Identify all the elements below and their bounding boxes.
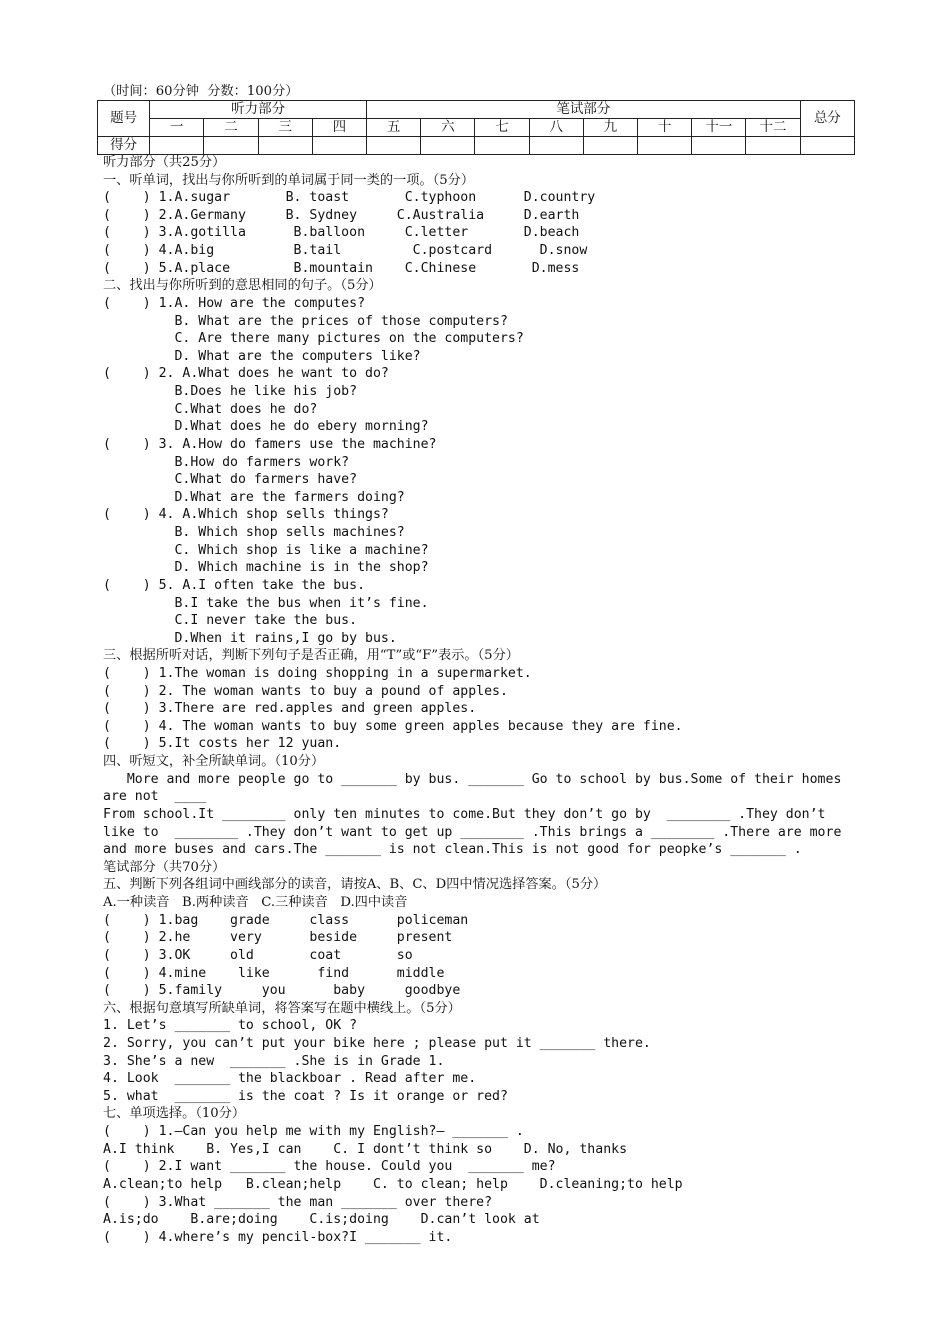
exam-line: 六、根据句意填写所缺单词，将答案写在题中横线上。（5分）	[103, 1000, 461, 1016]
exam-line: ( ) 1.A. How are the computes?	[103, 295, 366, 311]
exam-line: ( ) 4.mine like find middle	[103, 965, 445, 981]
score-table	[97, 100, 855, 155]
exam-line: A.is;do B.are;doing C.is;doing D.can’t look at	[103, 1212, 540, 1228]
exam-line: are not ____	[103, 789, 207, 805]
exam-line: 二、找出与你所听到的意思相同的句子。（5分）	[103, 278, 382, 294]
exam-line: ( ) 2.I want _______ the house. Could you _______ me?	[103, 1159, 556, 1175]
num-cell: 十一	[692, 119, 746, 137]
exam-line: D. What are the computers like?	[103, 348, 421, 364]
num-cell: 十	[638, 119, 692, 137]
num-cell: 五	[367, 119, 421, 137]
exam-line: ( ) 1.bag grade class policeman	[103, 912, 469, 928]
tihao-cell: 题号	[98, 101, 150, 137]
num-cell: 三	[258, 119, 312, 137]
exam-line: More and more people go to _______ by bus. _______ Go to school by bus.Some of their homes	[103, 771, 842, 787]
exam-line: 五、判断下列各组词中画线部分的读音，请按A、B、C、D四中情况选择答案。（5分）	[103, 877, 607, 893]
exam-line: ( ) 3. A.How do famers use the machine?	[103, 436, 437, 452]
exam-line: 一、听单词，找出与你所听到的单词属于同一类的一项。（5分）	[103, 172, 475, 188]
exam-line: A.I think B. Yes,I can C. I dont’t think so D. No, thanks	[103, 1141, 628, 1157]
total-cell: 总分	[800, 101, 854, 137]
score-blank[interactable]	[312, 137, 366, 155]
score-blank[interactable]	[638, 137, 692, 155]
exam-line: ( ) 2.A.Germany B. Sydney C.Australia D.earth	[103, 207, 580, 223]
exam-line: ( ) 5.A.place B.mountain C.Chinese D.mess	[103, 260, 580, 276]
exam-line: B.How do farmers work?	[103, 454, 350, 470]
num-cell: 七	[475, 119, 529, 137]
num-cell: 一	[150, 119, 204, 137]
exam-line: ( ) 3.What _______ the man _______ over there?	[103, 1194, 493, 1210]
defen-cell: 得分	[98, 137, 150, 155]
exam-line: B. What are the prices of those computers?	[103, 313, 508, 329]
time-score-line: （时间：60分钟 分数：100分）	[103, 84, 299, 99]
score-blank[interactable]	[258, 137, 312, 155]
exam-line: ( ) 3.OK old coat so	[103, 947, 413, 963]
exam-line: 2. Sorry, you can’t put your bike here ; please put it _______ there.	[103, 1036, 651, 1051]
exam-line: From school.It ________ only ten minutes to come.But they don’t go by ________ .They don’t	[103, 806, 826, 822]
exam-line: ( ) 3.There are red.apples and green apples.	[103, 701, 477, 717]
exam-line: ( ) 1.A.sugar B. toast C.typhoon D.country	[103, 190, 596, 206]
num-cell: 六	[421, 119, 475, 137]
exam-line: ( ) 1.—Can you help me with my English?— _______ .	[103, 1124, 524, 1140]
score-blank[interactable]	[746, 137, 800, 155]
exam-line: C.What do farmers have?	[103, 472, 358, 488]
exam-line: ( ) 4.where’s my pencil-box?I _______ it.	[103, 1229, 453, 1245]
exam-line: like to ________ .They don’t want to get up ________ .This brings a ________ .There are more	[103, 824, 842, 840]
exam-line: B.I take the bus when it’s fine.	[103, 595, 429, 611]
exam-line: C.I never take the bus.	[103, 613, 358, 629]
score-blank[interactable]	[475, 137, 529, 155]
exam-line: and more buses and cars.The _______ is not clean.This is not good for peopke’s _______ .	[103, 842, 802, 858]
exam-line: ( ) 3.A.gotilla B.balloon C.letter D.beach	[103, 225, 580, 241]
score-blank[interactable]	[583, 137, 637, 155]
exam-line: D.What does he do ebery morning?	[103, 419, 429, 435]
exam-line: 3. She’s a new _______ .She is in Grade 1.	[103, 1053, 445, 1069]
exam-line: A.clean;to help B.clean;help C. to clean; help D.cleaning;to help	[103, 1176, 683, 1192]
exam-line: 1. Let’s _______ to school, OK ?	[103, 1018, 358, 1034]
num-cell: 四	[312, 119, 366, 137]
exam-line: ( ) 5.family you baby goodbye	[103, 983, 461, 999]
exam-line: 笔试部分（共70分）	[103, 859, 226, 875]
num-cell: 九	[583, 119, 637, 137]
exam-line: ( ) 2. The woman wants to buy a pound of apples.	[103, 683, 508, 699]
num-cell: 二	[204, 119, 258, 137]
exam-line: 三、根据所听对话，判断下列句子是否正确，用“T”或“F”表示。（5分）	[103, 648, 519, 664]
exam-line: 七、单项选择。（10分）	[103, 1106, 246, 1122]
exam-line: ( ) 1.The woman is doing shopping in a supermarket.	[103, 665, 532, 681]
exam-line: 四、听短文，补全所缺单词。（10分）	[103, 754, 325, 770]
score-blank[interactable]	[204, 137, 258, 155]
score-blank[interactable]	[800, 137, 854, 155]
score-blank[interactable]	[421, 137, 475, 155]
listening-header: 听力部分	[150, 101, 367, 119]
exam-line: B.Does he like his job?	[103, 384, 358, 400]
exam-line: A.一种读音 B.两种读音 C.三种读音 D.四中读音	[103, 895, 408, 911]
exam-line: C. Are there many pictures on the computers?	[103, 331, 524, 347]
score-blank[interactable]	[529, 137, 583, 155]
exam-line: B. Which shop sells machines?	[103, 525, 405, 541]
exam-line: ( ) 4. The woman wants to buy some green apples because they are fine.	[103, 718, 683, 734]
num-cell: 十二	[746, 119, 800, 137]
exam-line: ( ) 4.A.big B.tail C.postcard D.snow	[103, 243, 588, 259]
exam-line: ( ) 5.It costs her 12 yuan.	[103, 736, 342, 752]
exam-line: 5. what _______ is the coat ? Is it orange or red?	[103, 1088, 508, 1104]
exam-line: D.What are the farmers doing?	[103, 489, 405, 505]
exam-line: ( ) 5. A.I often take the bus.	[103, 577, 366, 593]
exam-line: ( ) 2. A.What does he want to do?	[103, 366, 389, 382]
exam-line: C.What does he do?	[103, 401, 318, 417]
exam-line: ( ) 2.he very beside present	[103, 930, 453, 946]
exam-line: 听力部分（共25分）	[103, 155, 226, 170]
exam-line: 4. Look _______ the blackboar . Read after me.	[103, 1071, 477, 1087]
score-blank[interactable]	[692, 137, 746, 155]
num-cell: 八	[529, 119, 583, 137]
score-blank[interactable]	[150, 137, 204, 155]
exam-line: D. Which machine is in the shop?	[103, 560, 429, 576]
written-header: 笔试部分	[367, 101, 801, 119]
score-blank[interactable]	[367, 137, 421, 155]
exam-line: D.When it rains,I go by bus.	[103, 630, 397, 646]
exam-line: C. Which shop is like a machine?	[103, 542, 429, 558]
exam-line: ( ) 4. A.Which shop sells things?	[103, 507, 389, 523]
